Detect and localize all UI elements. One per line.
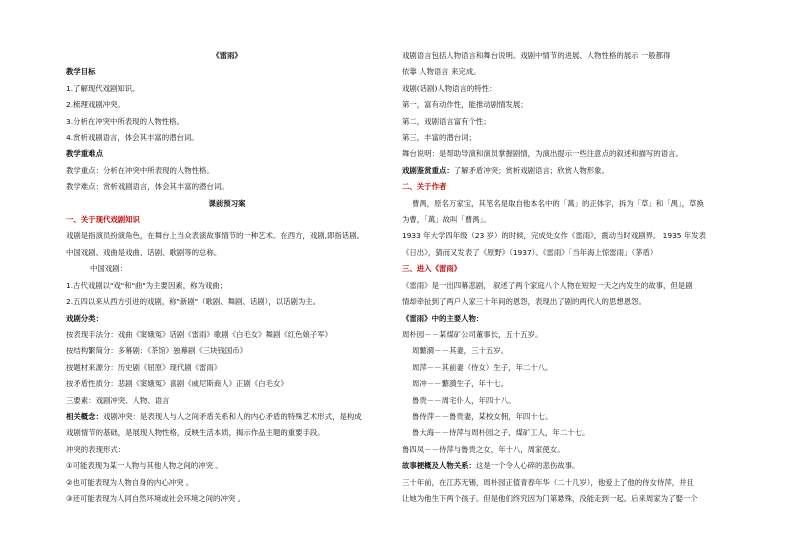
paragraph-line: 依靠 人物语言 来完成。	[402, 67, 481, 77]
paragraph-line: 中国戏剧、戏曲是戏曲、话剧、歌剧等的总称。	[66, 247, 222, 257]
stage-directions	[402, 146, 728, 162]
objective-item: 3.分析在冲突中所表现的人物性格。	[66, 116, 184, 126]
classification-item: 按表现手法分：戏曲《窦娥冤》话剧《雷雨》歌剧《白毛女》舞剧《红色娘子军》	[66, 329, 333, 339]
stage-label: 舞台说明：	[402, 149, 439, 159]
appreciation	[402, 163, 728, 179]
classification-heading: 戏剧分类：	[66, 313, 103, 323]
related-label: 相关概念：	[66, 411, 103, 421]
classification-item: 按矛盾性质分：悲剧《窦娥冤》喜剧《威尼斯商人》正剧《白毛女》	[66, 379, 288, 389]
appreciation-label: 戏剧鉴赏重点：	[402, 165, 454, 175]
paragraph-line: 情却牵扯到了两户人家三十年间的恩怨，表现出了剧的两代人的思想恩怨。	[402, 297, 646, 307]
related-line: 戏剧情节的基础，是展现人物性格，反映生活本质，揭示作品主题的重要手段。	[66, 428, 325, 438]
teaching-difficulty: 教学难点：赏析戏剧语言，体会其丰富的潜台词。	[66, 182, 229, 192]
character-item: 鲁贵－－周宅仆人，年四十八。	[412, 395, 516, 405]
conflict-item: ①可能表现为某一人物与其他人物之间的冲突 。	[66, 461, 223, 471]
classification-item: 按题材来源分：历史剧《屈原》现代剧《雷雨》	[66, 362, 222, 372]
paragraph-line: 1.古代戏剧以"戏"和"曲"为主要因素，称为戏曲；	[66, 280, 228, 290]
teaching-keypoint: 教学重点：分析在冲突中所表现的人物性格。	[66, 165, 214, 175]
paragraph-line: 戏剧语言包括人物语言和舞台说明。戏剧中情节的进展、人物性格的展示 一般都得	[402, 51, 671, 60]
three-elements-label: 三要素：	[66, 395, 96, 405]
objective-item: 2.梳理戏剧冲突。	[66, 100, 125, 110]
paragraph-line: 曹禺，原名万家宝，其笔名是取自他本名中的「萬」的正体字，拆为「草」和「禺」，草换	[412, 198, 704, 208]
conflict-item: ②也可能表现为人物自身的内心冲突 。	[66, 477, 194, 487]
summary-value: 这是一个令人心碎的悲伤故事。	[475, 461, 580, 471]
paragraph-line: 三十年前，在江苏无锡，周朴园正值青春年华（二十几岁），他爱上了他的侍女侍萍，并且	[402, 477, 694, 487]
stage-value: 是帮助导演和演员掌握剧情，为演出提示一些注意点的叙述和描写的语言。	[438, 149, 683, 159]
lang-traits-heading: 戏剧(话剧)人物语言的特性：	[402, 83, 497, 93]
right-column	[402, 48, 728, 507]
appreciation-value: 了解矛盾冲突；赏析戏剧语言；欣赏人物形象。	[453, 165, 609, 175]
three-elements-value: 戏剧冲突、人物、语言	[95, 395, 170, 405]
keypoints-heading: 教学重难点	[66, 149, 103, 159]
related-concepts	[66, 409, 388, 425]
objective-item: 1.了解现代戏剧知识。	[66, 83, 140, 93]
paragraph-line: 让她为他生下两个孩子。但是他们终究因为门第悬殊，没能走到一起。后来周家为了娶一个	[402, 493, 698, 503]
paragraph-line: 2.五四以来从西方引进的戏剧，称"新剧"（歌剧、舞剧、话剧），以话剧为主。	[66, 297, 321, 307]
paragraph-line: 为曹，「萬」故叫「曹禺」。	[402, 215, 491, 225]
paragraph-line: 《雷雨》是一出四幕悲剧， 叙述了两个家庭八个人物在短短一天之内发生的故事，但是剧	[402, 280, 693, 290]
summary-label: 故事梗概及人物关系：	[402, 461, 476, 471]
paragraph-line: 1933 年大学四年级（23 岁）的时候，完成处女作《雷雨》，震动当时戏剧界。 1935 年发表	[402, 231, 707, 241]
section-heading-drama: 一、关于现代戏剧知识	[66, 215, 140, 225]
conflict-item: ③还可能表现为人同自然环境或社会环境之间的冲突 。	[66, 493, 245, 503]
document-title: 《雷雨》	[212, 51, 242, 60]
chinese-drama-label: 中国戏剧：	[90, 264, 127, 274]
section-heading-leiyu: 三、进入《雷雨》	[402, 264, 462, 274]
character-item: 鲁四凤－－侍萍与鲁贵之女，年十八，周家使女。	[402, 444, 565, 454]
three-elements	[66, 393, 388, 409]
characters-label: 《雷雨》中的主要人物：	[402, 313, 484, 323]
character-item: 周蘩漪－－其妻，三十五岁。	[412, 346, 509, 356]
summary	[402, 458, 728, 474]
paragraph-line: 《日出》，猜而又发表了《原野》（1937）、《雷雨》「当年海上惊雷雨」（茅盾）	[402, 247, 658, 257]
section-heading-author: 二、关于作者	[402, 182, 447, 192]
character-item: 周萍－－其前妻（侍女）生子，年二十八。	[412, 362, 553, 372]
lang-trait-item: 第二，戏剧语言富有个性；	[402, 116, 491, 126]
character-item: 周冲－－蘩漪生子，年十七。	[412, 379, 509, 389]
preview-heading: 课前预习案	[208, 198, 246, 208]
character-item: 鲁侍萍－－鲁贵妻，某校女佣，年四十七。	[412, 411, 553, 421]
paragraph-line: 戏剧是指演员扮演角色，在舞台上当众表演故事情节的一种艺术。在西方，戏剧,即指话剧。	[66, 231, 364, 241]
objectives-heading: 教学目标	[66, 67, 96, 77]
classification-item: 按结构繁简分：多幕剧：《茶馆》独幕剧《三块钱国币》	[66, 346, 248, 356]
related-line: 戏剧冲突：是表现人与人之间矛盾关系和人的内心矛盾的特殊艺术形式，是构成	[102, 411, 362, 421]
character-item: 鲁大海－－侍萍与周朴园之子，煤矿工人，年二十七。	[412, 428, 590, 438]
objective-item: 4.赏析戏剧语言，体会其丰富的潜台词。	[66, 133, 199, 143]
left-column	[66, 48, 388, 507]
conflict-label: 冲突的表现形式：	[66, 444, 126, 454]
character-item: 周朴园－－某煤矿公司董事长，五十五岁。	[402, 329, 543, 339]
lang-trait-item: 第一，富有动作性，能推动剧情发展；	[402, 100, 528, 110]
lang-trait-item: 第三，丰富的潜台词；	[402, 133, 476, 143]
